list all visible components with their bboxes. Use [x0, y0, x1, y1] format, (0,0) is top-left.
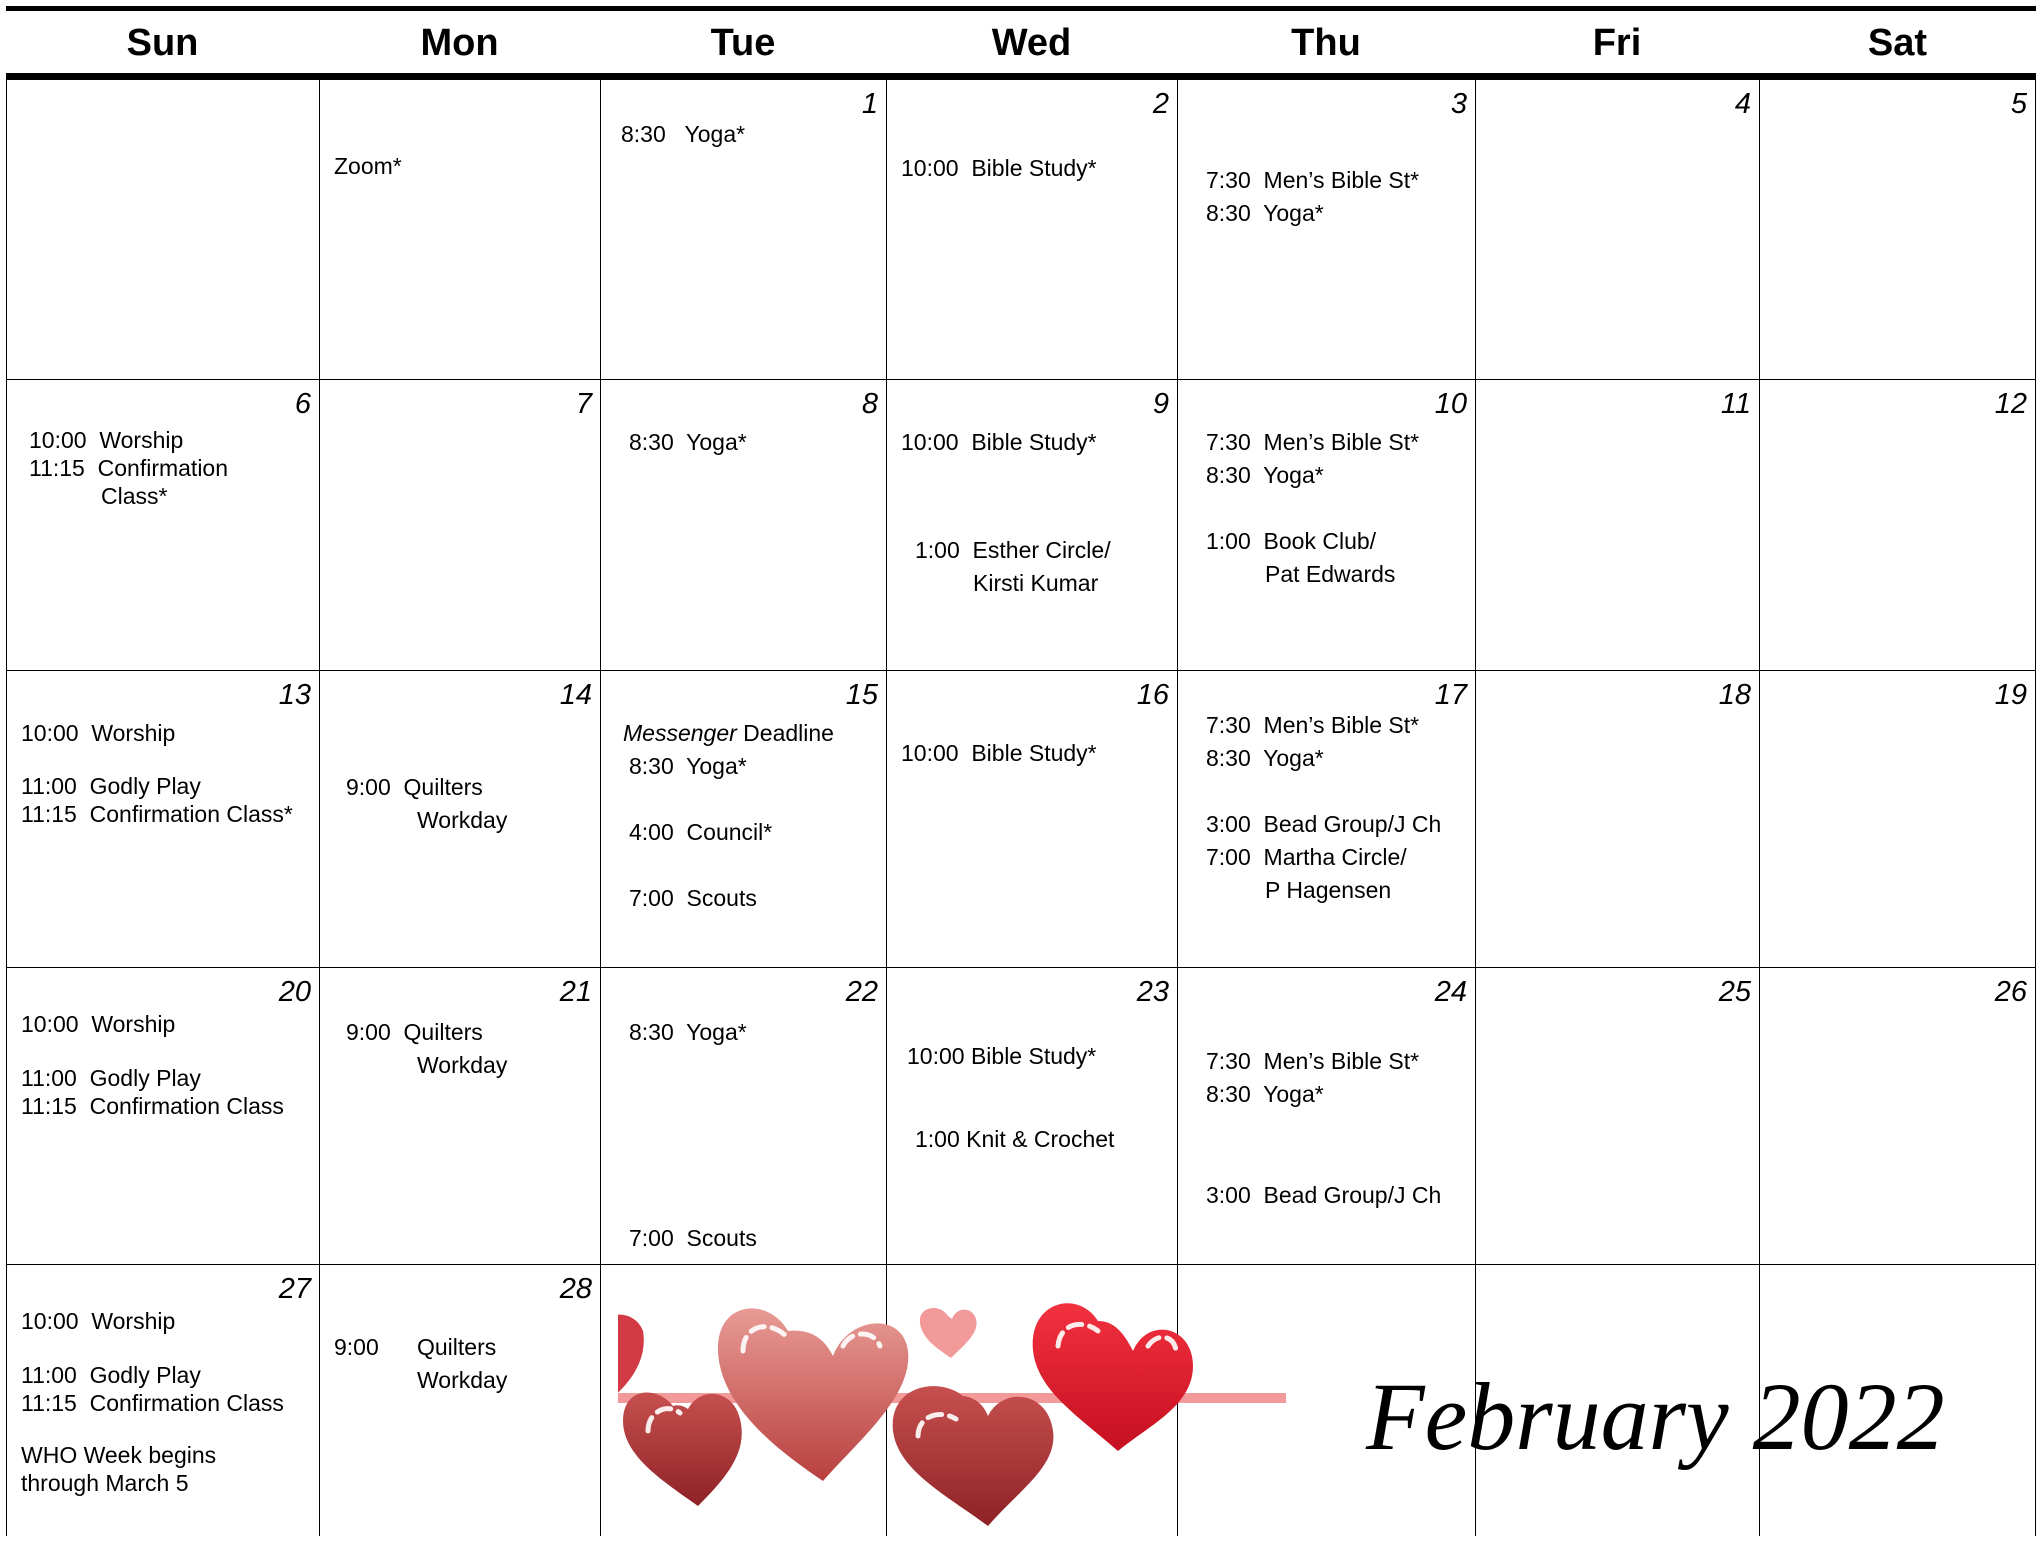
- event: 7:30 Men’s Bible St*: [1206, 429, 1420, 455]
- event: Zoom*: [334, 153, 402, 179]
- event-messenger-deadline: Deadline: [743, 720, 834, 746]
- event: 11:15 Confirmation: [29, 455, 229, 481]
- day-cell[interactable]: [600, 967, 886, 1264]
- day-cell[interactable]: [319, 670, 600, 967]
- event: 10:00 Worship: [29, 427, 184, 453]
- day-cell[interactable]: [6, 1264, 319, 1536]
- event: 10:00 Bible Study*: [901, 155, 1097, 181]
- event: 10:00 Bible Study*: [907, 1043, 1097, 1069]
- event: 8:30 Yoga*: [1206, 745, 1324, 771]
- day-number: 24: [1434, 976, 1467, 1008]
- event: 8:30 Yoga*: [629, 1019, 747, 1045]
- weekday-fri: Fri: [1592, 21, 1642, 64]
- day-number: 28: [559, 1273, 592, 1305]
- day-cell[interactable]: [319, 967, 600, 1264]
- event: 10:00 Worship: [21, 1308, 176, 1334]
- weekday-header: [6, 11, 2036, 75]
- event: 7:30 Men’s Bible St*: [1206, 712, 1420, 738]
- event: 8:30 Yoga*: [1206, 200, 1324, 226]
- day-cell[interactable]: [886, 967, 1177, 1264]
- day-number: 20: [278, 976, 311, 1008]
- event: 7:00 Scouts: [629, 885, 757, 911]
- day-number: 13: [278, 679, 311, 711]
- weekday-wed: Wed: [991, 21, 1072, 64]
- event: 3:00 Bead Group/J Ch: [1206, 811, 1442, 837]
- day-number: 17: [1434, 679, 1467, 711]
- event: 11:00 Godly Play: [21, 1362, 201, 1388]
- day-cell[interactable]: [6, 967, 319, 1264]
- day-number: 3: [1450, 88, 1467, 120]
- event: 7:30 Men’s Bible St*: [1206, 1048, 1420, 1074]
- event: 7:00 Martha Circle/: [1206, 844, 1407, 870]
- day-number: 6: [294, 388, 311, 420]
- heart-icon: [1033, 1303, 1193, 1451]
- event: 1:00 Esther Circle/: [915, 537, 1111, 563]
- event: 9:00 Quilters: [346, 774, 483, 800]
- heart-icon: [618, 1315, 644, 1401]
- event-messenger: [623, 717, 834, 750]
- event: 11:15 Confirmation Class*: [21, 801, 293, 827]
- day-cell[interactable]: [600, 379, 886, 670]
- event: Class*: [101, 483, 168, 509]
- heart-icon: [718, 1308, 908, 1481]
- day-cell[interactable]: [1177, 670, 1475, 967]
- heart-icon: [920, 1308, 977, 1358]
- day-cell[interactable]: [600, 670, 886, 967]
- day-cell[interactable]: [6, 79, 319, 379]
- heart-icon: [893, 1386, 1054, 1526]
- day-cell[interactable]: [1475, 967, 1759, 1264]
- day-number: 1: [861, 88, 878, 120]
- weekday-thu: Thu: [1291, 21, 1361, 64]
- event: 8:30 Yoga*: [629, 429, 747, 455]
- event: 10:00 Worship: [21, 1011, 176, 1037]
- event: 9:00 Quilters: [346, 1019, 483, 1045]
- event: 8:30 Yoga*: [621, 121, 746, 147]
- event: 11:15 Confirmation Class: [21, 1390, 284, 1416]
- event: 1:00 Knit & Crochet: [915, 1126, 1115, 1152]
- day-number: 12: [1994, 388, 2027, 420]
- day-number: 16: [1136, 679, 1169, 711]
- day-number: 10: [1434, 388, 1467, 420]
- event-messenger-title: Messenger: [623, 720, 737, 746]
- calendar: [6, 6, 2036, 1536]
- day-cell[interactable]: [886, 79, 1177, 379]
- event: 10:00 Bible Study*: [901, 429, 1097, 455]
- event: 4:00 Council*: [629, 819, 773, 845]
- day-cell[interactable]: [319, 379, 600, 670]
- weekday-sat: Sat: [1867, 21, 1928, 64]
- day-cell[interactable]: [1177, 79, 1475, 379]
- day-cell[interactable]: [319, 1264, 600, 1536]
- day-cell[interactable]: [886, 379, 1177, 670]
- day-cell[interactable]: [1759, 967, 2036, 1264]
- day-number: 23: [1136, 976, 1169, 1008]
- event: 9:00: [334, 1334, 379, 1360]
- day-number: 2: [1152, 88, 1169, 120]
- day-number: 25: [1718, 976, 1751, 1008]
- day-cell[interactable]: [1475, 379, 1759, 670]
- day-cell[interactable]: [6, 670, 319, 967]
- day-cell[interactable]: [1177, 967, 1475, 1264]
- event: 1:00 Book Club/: [1206, 528, 1377, 554]
- event: 11:15 Confirmation Class: [21, 1093, 284, 1119]
- day-number: 4: [1734, 88, 1751, 120]
- day-number: 21: [559, 976, 592, 1008]
- day-number: 22: [845, 976, 878, 1008]
- event: Workday: [417, 1367, 508, 1393]
- day-number: 11: [1720, 388, 1751, 420]
- day-number: 7: [575, 388, 592, 420]
- heart-icon: [623, 1392, 742, 1506]
- day-number: 26: [1994, 976, 2027, 1008]
- event: Workday: [417, 1052, 508, 1078]
- day-cell[interactable]: [1475, 670, 1759, 967]
- event: 3:00 Bead Group/J Ch: [1206, 1182, 1442, 1208]
- day-number: 8: [861, 388, 878, 420]
- day-cell[interactable]: [600, 79, 886, 379]
- event: through March 5: [21, 1470, 189, 1496]
- weekday-sun: Sun: [126, 21, 199, 64]
- weekday-tue: Tue: [710, 21, 776, 64]
- day-cell[interactable]: [1475, 79, 1759, 379]
- day-cell[interactable]: [1759, 670, 2036, 967]
- day-number: 18: [1718, 679, 1751, 711]
- event: 10:00 Bible Study*: [901, 740, 1097, 766]
- day-cell[interactable]: [1759, 79, 2036, 379]
- event: 8:30 Yoga*: [1206, 1081, 1324, 1107]
- event: Pat Edwards: [1265, 561, 1396, 587]
- day-number: 27: [278, 1273, 311, 1305]
- event: 8:30 Yoga*: [1206, 462, 1324, 488]
- event: 11:00 Godly Play: [21, 1065, 201, 1091]
- month-title: February 2022: [1366, 1363, 1945, 1470]
- day-number: 14: [559, 679, 592, 711]
- hearts-decoration: [618, 1291, 1298, 1541]
- event: 7:30 Men’s Bible St*: [1206, 167, 1420, 193]
- event: Quilters: [417, 1334, 497, 1360]
- event: P Hagensen: [1265, 877, 1392, 903]
- day-number: 9: [1152, 388, 1169, 420]
- day-cell[interactable]: [886, 670, 1177, 967]
- day-number: 15: [845, 679, 878, 711]
- event: Kirsti Kumar: [973, 570, 1099, 596]
- event: 11:00 Godly Play: [21, 773, 201, 799]
- event: Workday: [417, 807, 508, 833]
- day-number: 19: [1994, 679, 2027, 711]
- day-cell[interactable]: [1759, 379, 2036, 670]
- day-cell[interactable]: [1177, 379, 1475, 670]
- day-cell[interactable]: [6, 379, 319, 670]
- event: WHO Week begins: [21, 1442, 217, 1468]
- weekday-mon: Mon: [420, 21, 499, 64]
- event: 10:00 Worship: [21, 720, 176, 746]
- day-cell[interactable]: [319, 79, 600, 379]
- event: 7:00 Scouts: [629, 1225, 757, 1251]
- event: 8:30 Yoga*: [629, 753, 747, 779]
- day-number: 5: [2010, 88, 2027, 120]
